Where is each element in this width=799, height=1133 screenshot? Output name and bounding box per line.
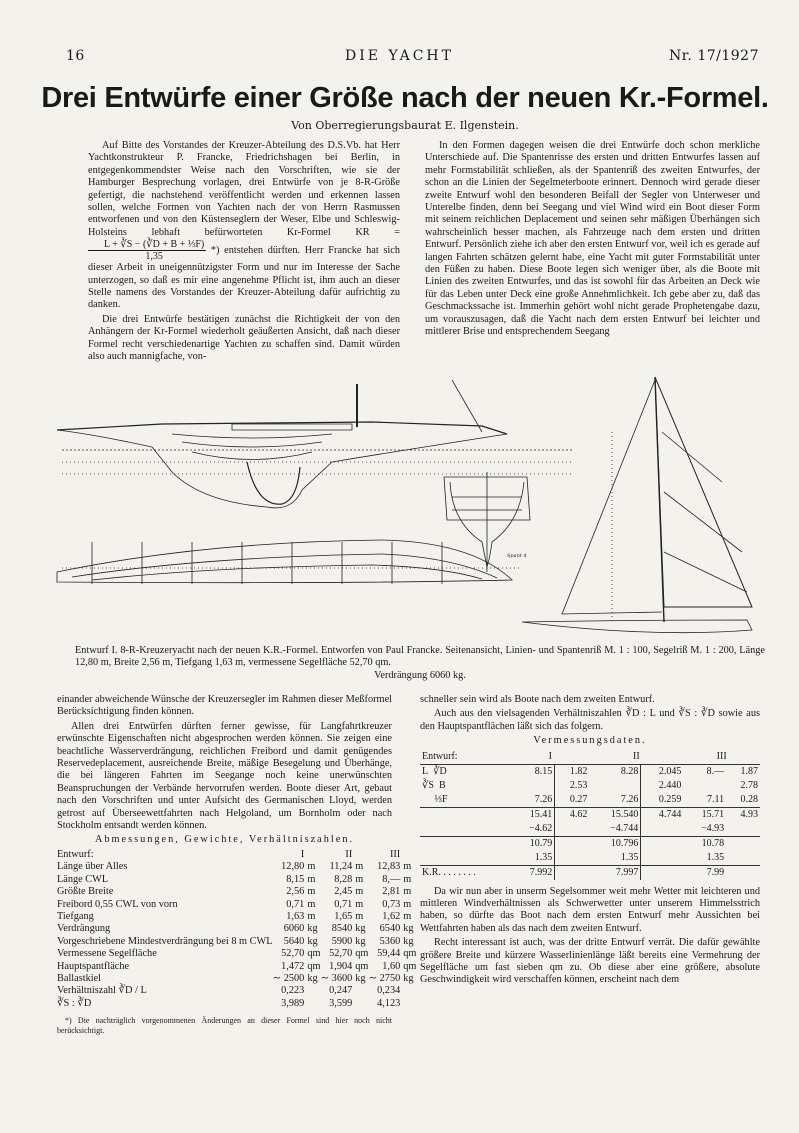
formula-denominator: 1,35 bbox=[145, 251, 163, 263]
table-cell: kg bbox=[355, 935, 366, 947]
header-cell: II bbox=[345, 848, 353, 860]
paragraph: Die drei Entwürfe bestätigen zunächst die Richtigkeit der von den Anhängern der Kr-Formel wiederholt geäußerten Ansicht, daß nach dieser Formel recht verschiedenartige Yachten zu schaffen sind. Damit würden also auch mannigfache, von- bbox=[88, 313, 400, 363]
table-row bbox=[57, 911, 416, 923]
table-row bbox=[57, 861, 416, 873]
table-cell: 1,472 bbox=[281, 960, 305, 972]
table-cell: 0,73 bbox=[382, 898, 401, 910]
header-cell: II bbox=[633, 750, 640, 762]
table-cell: 0,234 bbox=[377, 985, 401, 997]
table-cell: 0.28 bbox=[740, 793, 758, 805]
row-label: K.R. . . . . . . . bbox=[422, 866, 476, 878]
table-row bbox=[57, 936, 416, 948]
table-cell: 0.27 bbox=[569, 793, 588, 805]
table-cell: kg bbox=[307, 972, 318, 984]
row-label: Freibord 0,55 CWL von vorn bbox=[57, 898, 178, 910]
table-cell: m bbox=[403, 898, 412, 910]
table-cell bbox=[304, 998, 320, 1010]
paragraph: Auch aus den vielsagenden Verhältniszahlen ∛D : L und ∛S : ∛D sowie aus den Hauptspantflächen läßt sich das folgern. bbox=[420, 708, 760, 732]
table-cell: 1,63 bbox=[286, 910, 305, 922]
table-cell: kg bbox=[307, 935, 318, 947]
table-cell: 1.35 bbox=[589, 851, 640, 866]
byline: Von Oberregierungsbaurat E. Ilgenstein. bbox=[291, 119, 519, 132]
header-cell: III bbox=[716, 750, 727, 762]
table-cell: qm bbox=[403, 960, 417, 972]
table-cell: m bbox=[403, 910, 412, 922]
table-cell: 7.992 bbox=[511, 865, 555, 880]
table-row bbox=[57, 948, 416, 960]
table-cell: 0,71 bbox=[286, 898, 305, 910]
table-cell bbox=[304, 985, 320, 997]
table-cell: 7.26 bbox=[589, 793, 640, 808]
row-label: Tiefgang bbox=[57, 910, 94, 922]
table-cell: 12,83 bbox=[377, 861, 401, 873]
table-cell: m bbox=[355, 898, 364, 910]
row-label: Länge CWL bbox=[57, 873, 109, 885]
row-label: Länge über Alles bbox=[57, 861, 128, 873]
table-row bbox=[57, 985, 416, 997]
row-label: Größte Breite bbox=[57, 886, 114, 898]
text-column-top-right bbox=[425, 140, 760, 341]
table-cell: 1,62 bbox=[382, 910, 401, 922]
text-column-bottom-right bbox=[420, 694, 760, 989]
paragraph: Da wir nun aber in unserm Segelsommer weit mehr Wetter mit leichteren und mittleren Windverhältnissen als Schwerwetter unter unserem Himmelsstrich haben, so dürfte das Boot nach dem ersten Entwurf mehr Aussichten bei Wettfahrten haben als das nach dem zweiten Entwurf. bbox=[420, 885, 760, 934]
table-cell: 4.62 bbox=[569, 808, 588, 820]
row-label: ⅓F bbox=[434, 793, 448, 805]
table-cell: 2,45 bbox=[334, 886, 353, 898]
table-header-row bbox=[57, 849, 416, 861]
row-label: Vorgeschriebene Mindestverdrängung bei 8 m CWL bbox=[57, 935, 273, 947]
table-cell: kg bbox=[355, 923, 366, 935]
journal-title: DIE YACHT bbox=[345, 48, 454, 64]
table-cell: 0.259 bbox=[658, 793, 682, 805]
table-cell: m bbox=[307, 898, 316, 910]
paragraph-text: Auf Bitte des Vorstandes der Kreuzer-Abteilung des D.S.Vb. hat Herr Yachtkonstrukteur P. Francke, Friedrichshagen bei Berlin, in entgegenkommendster Weise nach den Vorschriften, wie sie der Hamburger Besprechung vorlagen, drei Entwürfe von je 8-R-Größe gefertigt, die nachstehend veröffentlicht werden und erkennen lassen sollen, welche Formen von Yachten nach der von Herrn Rasmussen entworfenen und von den Küstenseglern der Weser, Elbe und Schleswig-Holsteins lebhaft befürworteten Kr-Formel KR = bbox=[88, 140, 400, 238]
table-cell: m bbox=[355, 886, 364, 898]
header-cell: I bbox=[300, 848, 305, 860]
table-cell: m bbox=[355, 861, 364, 873]
table-cell: 6060 bbox=[283, 923, 305, 935]
table-cell: 15.540 bbox=[589, 807, 640, 822]
table-cell: 10.79 bbox=[511, 836, 555, 851]
table-cell: m bbox=[307, 910, 316, 922]
table-cell: kg bbox=[403, 935, 414, 947]
text-column-top-left bbox=[88, 140, 400, 366]
table-cell: −4.93 bbox=[700, 822, 725, 834]
table-cell: 1.87 bbox=[740, 765, 758, 777]
table-cell: 10.796 bbox=[589, 836, 640, 851]
row-label: L ∛D bbox=[422, 765, 447, 777]
table-cell: m bbox=[307, 861, 316, 873]
header-cell: Entwurf: bbox=[422, 750, 458, 762]
paragraph: schneller sein wird als Boote nach dem zweiten Entwurf. bbox=[420, 694, 655, 705]
yacht-drawing bbox=[52, 372, 762, 644]
dimensions-table bbox=[57, 849, 416, 1010]
paragraph: einander abweichende Wünsche der Kreuzersegler im Rahmen dieser Meßformel Berücksichtigung finden können. bbox=[57, 694, 392, 718]
table-cell: qm bbox=[307, 948, 321, 960]
table-cell: −4.744 bbox=[589, 822, 640, 837]
table-cell: 52,70 bbox=[281, 948, 305, 960]
table-cell: 2,56 bbox=[286, 886, 305, 898]
table-row bbox=[57, 923, 416, 935]
table-cell: kg bbox=[403, 923, 414, 935]
table-cell: kg bbox=[403, 972, 414, 984]
table-cell: m bbox=[355, 873, 364, 885]
table-cell: 2.045 bbox=[658, 765, 682, 777]
caption-line: Entwurf I. 8-R-Kreuzeryacht nach der neuen K.R.-Formel. Entworfen von Paul Francke. Seitenansicht, Linien- und Spantenriß M. 1 : 100, Segelriß M. 1 : 200, Länge 12,80 m, Breite 2,56 m, Tiefgang 1,63 m, vermessene Segelfläche 52,70 qm. bbox=[75, 645, 765, 669]
table-cell: 3,989 bbox=[281, 997, 305, 1009]
table-cell: 1,60 bbox=[382, 960, 401, 972]
table-cell: 1.82 bbox=[569, 765, 588, 777]
table-cell: 1.35 bbox=[511, 851, 555, 866]
profile-view bbox=[57, 380, 572, 584]
table-cell bbox=[352, 985, 368, 997]
paragraph: Allen drei Entwürfen dürften ferner gewisse, für Langfahrtkreuzer erwünschte Eigenschaften nicht abgesprochen werden können. Sie zeigen eine beachtliche Wasserverdrängung, reichlichen Freibord und damit genügendes Reservedeplacement, ausreichende Breite, mäßige Besegelung und Überhänge, die bei längeren Fahrten im Seegange noch keine unerwünschten Beanspruchungen der Verbände hervorrufen werden. Boote dieser Art, gebaut nach den Vorschriften und unter Aufsicht des Germanischen Lloyd, werden getrost auf Überseewettfahrten nach Helgoland, um Bornholm oder nach Stockholm entsandt werden können. bbox=[57, 720, 392, 832]
section-view bbox=[444, 472, 530, 572]
table-cell: ∼ 2500 bbox=[272, 972, 305, 984]
table-cell: 0,247 bbox=[329, 985, 353, 997]
table-row bbox=[57, 973, 416, 985]
table-cell: 5640 bbox=[283, 935, 305, 947]
table-cell: 59,44 bbox=[377, 948, 401, 960]
table-cell: 8,28 bbox=[334, 873, 353, 885]
table-cell: 6540 bbox=[379, 923, 401, 935]
table-cell: 8.28 bbox=[589, 764, 640, 779]
table-row bbox=[57, 874, 416, 886]
table-cell: 52,70 bbox=[329, 948, 353, 960]
section-label: Spant 4 bbox=[507, 553, 527, 559]
kr-formula bbox=[88, 239, 206, 262]
table-row bbox=[57, 899, 416, 911]
table-cell: kg bbox=[307, 923, 318, 935]
table-cell: 8.— bbox=[706, 765, 725, 777]
row-label: Verhältniszahl ∛D / L bbox=[57, 985, 147, 997]
table-title: Vermessungsdaten. bbox=[533, 735, 647, 747]
table-cell: 3,599 bbox=[329, 997, 353, 1009]
table-cell: 2.440 bbox=[658, 779, 682, 791]
table-cell: 4.93 bbox=[740, 808, 758, 820]
table-cell: kg bbox=[355, 972, 366, 984]
header-cell: I bbox=[548, 750, 552, 762]
table-cell: 2.53 bbox=[569, 779, 588, 791]
table-cell: 5900 bbox=[331, 935, 353, 947]
table-cell: 8.15 bbox=[511, 764, 555, 779]
header-cell: Entwurf: bbox=[57, 848, 94, 860]
page-number: 16 bbox=[66, 48, 85, 64]
table-row bbox=[57, 886, 416, 898]
table-cell: qm bbox=[355, 948, 369, 960]
row-label: Verdrängung bbox=[57, 923, 111, 935]
table-cell: 8,— bbox=[382, 873, 401, 885]
table-cell: 4,123 bbox=[377, 997, 401, 1009]
table-cell: m bbox=[307, 886, 316, 898]
row-label: Vermessene Segelfläche bbox=[57, 948, 157, 960]
table-cell: ∼ 2750 bbox=[368, 972, 401, 984]
paragraph-text: *) entstehen dürften. Herr Francke hat sich dieser Arbeit in uneigennützigster Form und nur im Interesse der Sache unterzogen, so daß es mir eine angenehme Pflicht ist, ihm auch an dieser Stelle namens des Vorstandes der Kreuzer-Abteilung dafür aufrichtig zu danken. bbox=[88, 245, 400, 311]
table-cell: m bbox=[355, 910, 364, 922]
table-cell: 0,223 bbox=[281, 985, 305, 997]
row-label: Ballastkiel bbox=[57, 972, 102, 984]
header-cell: III bbox=[389, 848, 401, 860]
table-cell: 7.997 bbox=[589, 865, 640, 880]
table-row bbox=[57, 961, 416, 973]
caption-line: Verdrängung 6060 kg. bbox=[374, 669, 466, 681]
table-cell: 10.78 bbox=[701, 837, 725, 849]
table-cell: 8,15 bbox=[286, 873, 305, 885]
table-cell: 5360 bbox=[379, 935, 401, 947]
measurement-table bbox=[420, 750, 760, 880]
table-cell: 7.11 bbox=[706, 793, 725, 805]
table-cell: ∼ 3600 bbox=[320, 972, 353, 984]
table-cell: qm bbox=[355, 960, 369, 972]
table-cell bbox=[400, 998, 416, 1010]
row-label: ∛S B bbox=[422, 779, 446, 791]
table-title: Abmessungen, Gewichte, Verhältniszahlen. bbox=[94, 834, 355, 846]
table-cell: 15.71 bbox=[701, 808, 725, 820]
table-cell: 12,80 bbox=[281, 861, 305, 873]
formula-numerator: L + ∛S − (∛D + B + ⅓F) bbox=[88, 239, 206, 251]
table-cell: 0,71 bbox=[334, 898, 353, 910]
sail-plan bbox=[522, 377, 752, 633]
table-cell: 8540 bbox=[331, 923, 353, 935]
table-cell: 11,24 bbox=[329, 861, 353, 873]
table-cell: m bbox=[307, 873, 316, 885]
table-cell: 15.41 bbox=[511, 807, 555, 822]
table-cell: 2.78 bbox=[740, 779, 758, 791]
paragraph bbox=[88, 140, 400, 312]
table-row bbox=[57, 998, 416, 1010]
article-title: Drei Entwürfe einer Größe nach der neuen Kr.-Formel. bbox=[41, 82, 769, 114]
paragraph: In den Formen dagegen weisen die drei Entwürfe doch schon merkliche Unterschiede auf. Die Spantenrisse des ersten und dritten Entwurfes lassen auf mehr Formstabilität schließen, als der Spantenriß des zweiten Entwurfes, der schon an die Linien der Segelmeterboote erinnert. Dennoch wird gerade dieser zweite Entwurf wohl den besonderen Beifall der Segler von Unterweser und Unterelbe finden, denn bei Seegang und viel Wind wird ein Boot dieser Form mit seinem reichlichen Deplacement und seinen sehr mäßigen Überhängen sich wahrscheinlich besser machen, als Fahrzeuge nach dem ersten und dritten Entwurf. Persönlich ziehe ich aber den ersten Entwurf vor, weil ich es gerade auf langen Fahrten schätzen gelernt habe, eine Yacht mit guter Formstabilität unter den Füßen zu haben. Diese Boote legen sich weniger über, als die Boote mit Linien des zweiten Entwurfes, und das ist sowohl für das Arbeiten an Deck wie für das Leben unter Deck eine große Annehmlichkeit. Ich gebe aber zu, daß das Geschmackssache ist. Immerhin gehört wohl nicht gerade Prophetengabe dazu, um vorauszusagen, daß die Yacht nach dem ersten Entwurf bei leichter und mittlerer Brise und entsprechendem Seegang bbox=[425, 140, 760, 338]
table-cell: −4.62 bbox=[511, 822, 555, 837]
table-cell: qm bbox=[307, 960, 321, 972]
row-label: Hauptspantfläche bbox=[57, 960, 130, 972]
row-label: ∛S : ∛D bbox=[57, 997, 92, 1009]
figure-caption bbox=[75, 645, 765, 682]
footnote: *) Die nachträglich vorgenommenen Änderungen an dieser Formel sind hier noch nicht berücksichtigt. bbox=[57, 1016, 392, 1035]
table-cell: m bbox=[403, 886, 412, 898]
text-column-bottom-left bbox=[57, 694, 417, 1035]
table-cell bbox=[352, 998, 368, 1010]
paragraph: Recht interessant ist auch, was der dritte Entwurf verrät. Die dafür gewählte größere Breite und kürzere Wasserlinienlänge läßt bereits eine Vermehrung der Segelfläche um fast sieben qm zu. Ob diese aber eine größere, absolute Geschwindigkeit wird verschaffen können, erscheint nach dem bbox=[420, 937, 760, 986]
table-cell: 7.26 bbox=[511, 793, 555, 808]
table-cell: m bbox=[403, 873, 412, 885]
issue-number: Nr. 17/1927 bbox=[669, 48, 759, 64]
table-cell: 7.99 bbox=[706, 866, 725, 878]
table-cell: 1.35 bbox=[706, 851, 725, 863]
table-cell: 1,904 bbox=[329, 960, 353, 972]
table-cell: 1,65 bbox=[334, 910, 353, 922]
table-cell bbox=[400, 985, 416, 997]
table-cell: qm bbox=[403, 948, 417, 960]
table-cell: 4.744 bbox=[658, 808, 682, 820]
table-cell: m bbox=[403, 861, 412, 873]
table-cell: 2,81 bbox=[382, 886, 401, 898]
